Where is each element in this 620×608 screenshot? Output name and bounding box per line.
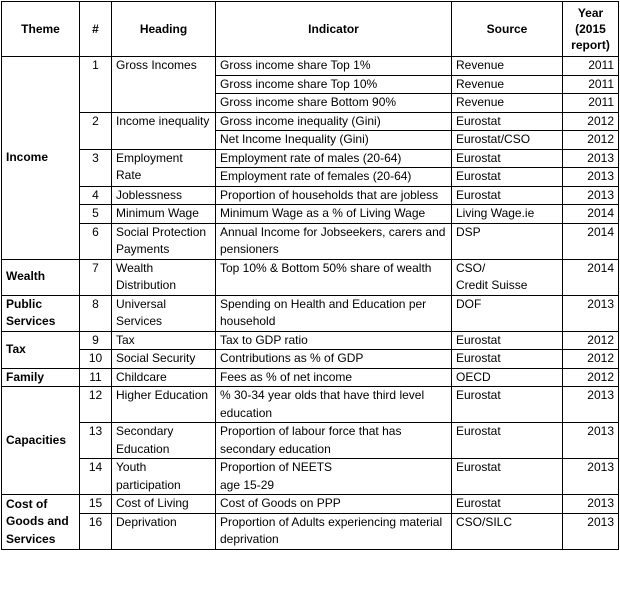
year-cell: 2012	[563, 331, 619, 350]
source-cell: Eurostat	[452, 350, 563, 369]
heading-cell: Joblessness	[112, 186, 216, 205]
source-cell: OECD	[452, 368, 563, 387]
indicator-cell: Top 10% & Bottom 50% share of wealth	[216, 259, 452, 295]
indicator-cell: Proportion of Adults experiencing material deprivation	[216, 513, 452, 549]
number-cell: 16	[80, 513, 112, 549]
number-cell: 5	[80, 205, 112, 224]
year-cell: 2013	[563, 295, 619, 331]
year-cell: 2011	[563, 94, 619, 113]
source-cell: Revenue	[452, 57, 563, 76]
indicator-cell: Gross income inequality (Gini)	[216, 112, 452, 131]
indicator-cell: Spending on Health and Education per household	[216, 295, 452, 331]
table-row	[2, 513, 619, 549]
number-cell: 10	[80, 350, 112, 369]
table-row	[2, 205, 619, 224]
year-cell: 2012	[563, 131, 619, 150]
header-row	[2, 2, 619, 57]
number-cell: 9	[80, 331, 112, 350]
indicator-cell: Contributions as % of GDP	[216, 350, 452, 369]
heading-cell: Secondary Education	[112, 423, 216, 459]
number-cell: 14	[80, 459, 112, 495]
year-cell: 2014	[563, 259, 619, 295]
number-cell: 1	[80, 57, 112, 113]
year-cell: 2013	[563, 423, 619, 459]
source-cell: Eurostat/CSO	[452, 131, 563, 150]
source-cell: Eurostat	[452, 112, 563, 131]
table-row	[2, 186, 619, 205]
heading-cell: Gross Incomes	[112, 57, 216, 113]
indicator-cell: Net Income Inequality (Gini)	[216, 131, 452, 150]
number-cell: 6	[80, 223, 112, 259]
heading-cell: Social Security	[112, 350, 216, 369]
theme-cell: Wealth	[2, 259, 80, 295]
table-row	[2, 149, 619, 168]
indicator-cell: Gross income share Top 10%	[216, 75, 452, 94]
year-cell: 2013	[563, 168, 619, 187]
source-cell: Eurostat	[452, 387, 563, 423]
table-row	[2, 350, 619, 369]
source-cell: CSO/SILC	[452, 513, 563, 549]
source-cell: Eurostat	[452, 168, 563, 187]
theme-cell: Capacities	[2, 387, 80, 495]
heading-cell: Social Protection Payments	[112, 223, 216, 259]
theme-cell: Public Services	[2, 295, 80, 331]
table-row	[2, 423, 619, 459]
table-row	[2, 459, 619, 495]
table-row	[2, 387, 619, 423]
heading-cell: Higher Education	[112, 387, 216, 423]
heading-cell: Income inequality	[112, 112, 216, 149]
header-year: Year (2015 report)	[563, 2, 619, 57]
number-cell: 12	[80, 387, 112, 423]
number-cell: 11	[80, 368, 112, 387]
table-row	[2, 223, 619, 259]
indicator-cell: Minimum Wage as a % of Living Wage	[216, 205, 452, 224]
heading-cell: Employment Rate	[112, 149, 216, 186]
theme-cell: Cost of Goods and Services	[2, 495, 80, 550]
year-cell: 2013	[563, 149, 619, 168]
indicator-cell: Fees as % of net income	[216, 368, 452, 387]
table-row	[2, 295, 619, 331]
year-cell: 2014	[563, 205, 619, 224]
indicator-cell: Proportion of households that are jobless	[216, 186, 452, 205]
source-cell: Eurostat	[452, 331, 563, 350]
number-cell: 3	[80, 149, 112, 186]
indicator-cell: % 30-34 year olds that have third level education	[216, 387, 452, 423]
table-row	[2, 368, 619, 387]
source-cell: DOF	[452, 295, 563, 331]
source-cell: DSP	[452, 223, 563, 259]
year-cell: 2012	[563, 368, 619, 387]
indicator-cell: Proportion of NEETS age 15-29	[216, 459, 452, 495]
theme-cell: Family	[2, 368, 80, 387]
source-cell: Eurostat	[452, 149, 563, 168]
source-cell: Eurostat	[452, 423, 563, 459]
source-cell: Living Wage.ie	[452, 205, 563, 224]
theme-cell: Tax	[2, 331, 80, 368]
indicator-cell: Gross income share Top 1%	[216, 57, 452, 76]
year-cell: 2012	[563, 350, 619, 369]
indicator-cell: Annual Income for Jobseekers, carers and pensioners	[216, 223, 452, 259]
number-cell: 8	[80, 295, 112, 331]
table-row	[2, 112, 619, 131]
table-row	[2, 495, 619, 514]
heading-cell: Childcare	[112, 368, 216, 387]
year-cell: 2014	[563, 223, 619, 259]
heading-cell: Tax	[112, 331, 216, 350]
indicator-cell: Tax to GDP ratio	[216, 331, 452, 350]
indicator-cell: Cost of Goods on PPP	[216, 495, 452, 514]
header-heading: Heading	[112, 2, 216, 57]
indicator-cell: Employment rate of females (20-64)	[216, 168, 452, 187]
source-cell: Revenue	[452, 75, 563, 94]
table-row	[2, 331, 619, 350]
number-cell: 7	[80, 259, 112, 295]
year-cell: 2013	[563, 186, 619, 205]
heading-cell: Universal Services	[112, 295, 216, 331]
source-cell: CSO/ Credit Suisse	[452, 259, 563, 295]
source-cell: Eurostat	[452, 186, 563, 205]
source-cell: Eurostat	[452, 495, 563, 514]
indicator-cell: Gross income share Bottom 90%	[216, 94, 452, 113]
indicator-cell: Employment rate of males (20-64)	[216, 149, 452, 168]
header-theme: Theme	[2, 2, 80, 57]
indicators-table	[1, 1, 619, 550]
year-cell: 2013	[563, 459, 619, 495]
number-cell: 4	[80, 186, 112, 205]
theme-cell: Income	[2, 57, 80, 260]
indicator-cell: Proportion of labour force that has secondary education	[216, 423, 452, 459]
number-cell: 13	[80, 423, 112, 459]
source-cell: Eurostat	[452, 459, 563, 495]
heading-cell: Wealth Distribution	[112, 259, 216, 295]
header-number: #	[80, 2, 112, 57]
year-cell: 2011	[563, 57, 619, 76]
year-cell: 2013	[563, 513, 619, 549]
heading-cell: Cost of Living	[112, 495, 216, 514]
heading-cell: Minimum Wage	[112, 205, 216, 224]
table-row	[2, 259, 619, 295]
number-cell: 2	[80, 112, 112, 149]
source-cell: Revenue	[452, 94, 563, 113]
heading-cell: Youth participation	[112, 459, 216, 495]
header-indicator: Indicator	[216, 2, 452, 57]
year-cell: 2011	[563, 75, 619, 94]
number-cell: 15	[80, 495, 112, 514]
table-row	[2, 57, 619, 76]
year-cell: 2013	[563, 495, 619, 514]
header-source: Source	[452, 2, 563, 57]
year-cell: 2012	[563, 112, 619, 131]
year-cell: 2013	[563, 387, 619, 423]
heading-cell: Deprivation	[112, 513, 216, 549]
